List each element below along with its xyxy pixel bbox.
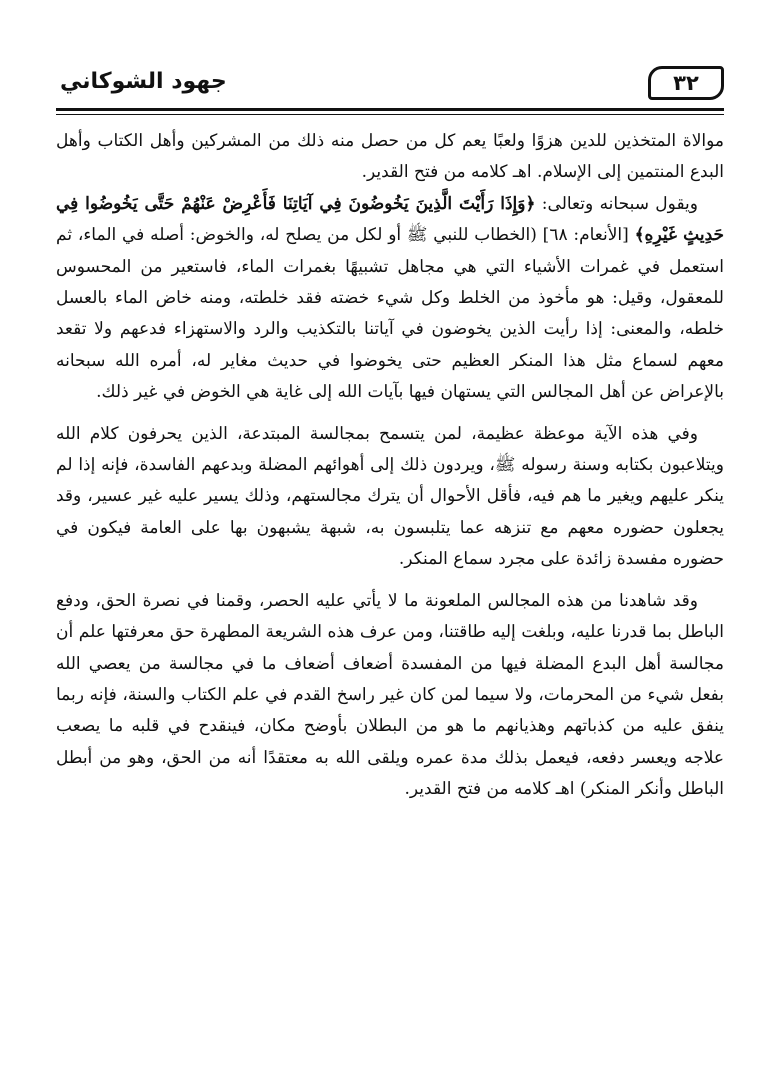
paragraph-2-intro: ويقول سبحانه وتعالى:: [535, 193, 698, 214]
running-title: جهود الشوكاني: [60, 69, 227, 94]
body-text: [56, 126, 724, 806]
page-number: ٣٢: [648, 66, 724, 100]
paragraph-4: وقد شاهدنا من هذه المجالس الملعونة ما لا يأتي عليه الحصر، وقمنا في نصرة الحق، ودفع الباطل بما قدرنا عليه، وبلغت إليه طاقتنا، ومن عرف هذه الشريعة المطهرة حق معرفتها علم أن مجالسة أهل البدع المضلة فيها من المفسدة أضعاف أضعاف ما في مجالسة من يعصي الله بفعل شيء من المحرمات، ولا سيما لمن كان غير راسخ القدم في علم الكتاب والسنة، فإنه ربما ينفق عليه من كذباتهم وهذيانهم ما هو من البطلان بأوضح مكان، فينقدح في قلبه ما يصعب علاجه ويعسر دفعه، فيعمل بذلك مدة عمره ويلقى الله به معتقدًا أنه من الحق، وهو من أبطل الباطل وأنكر المنكر) اهـ كلامه من فتح القدير.: [56, 590, 724, 800]
page-header: [56, 66, 724, 106]
paragraph-3: وفي هذه الآية موعظة عظيمة، لمن يتسمح بمجالسة المبتدعة، الذين يحرفون كلام الله ويتلاعبون بكتابه وسنة رسوله ﷺ، ويردون ذلك إلى أهوائهم المضلة وبدعهم الفاسدة، فإنه إذا لم ينكر عليهم ويغير ما هم فيه، فأقل الأحوال أن يترك مجالستهم، وذلك يسير عليه غير عسير، وقد يجعلون حضوره معهم مع تنزهه عما يتلبسون به، شبهة يشبهون بها على العامة فيكون في حضوره مفسدة زائدة على مجرد سماع المنكر.: [56, 423, 724, 570]
paragraph-2: [56, 189, 724, 409]
header-rule-thin: [56, 114, 724, 115]
quran-verse: ﴿وَإِذَا رَأَيْتَ الَّذِينَ يَخُوضُونَ فِي آيَاتِنَا فَأَعْرِضْ عَنْهُمْ حَتَّى يَخُوضُوا فِي حَدِيثٍ غَيْرِهِ﴾: [56, 193, 725, 246]
header-rule: [56, 108, 724, 111]
paragraph-2-commentary: [الأنعام: ٦٨] (الخطاب للنبي ﷺ أو لكل من يصلح له، والخوض: أصله في الماء، ثم استعمل في غمرات الأشياء التي هي مجاهل تشبيهًا بغمرات الماء، فاستعير من المحسوس للمعقول، وقيل: هو مأخوذ من الخلط وكل شيء خضته فقد خلطته، ومنه خاض الماء بالعسل خلطه، والمعنى: إذا رأيت الذين يخوضون في آياتنا بالتكذيب والرد والاستهزاء فدعهم ولا تقعد معهم لسماع مثل هذا المنكر العظيم حتى يخوضوا في حديث مغاير له، أمره الله سبحانه بالإعراض عن أهل المجالس التي يستهان فيها بآيات الله إلى غاية هي الخوض في غير ذلك.: [56, 225, 724, 403]
paragraph-1: موالاة المتخذين للدين هزوًا ولعبًا يعم كل من حصل منه ذلك من المشركين وأهل الكتاب وأهل البدع المنتمين إلى الإسلام. اهـ كلامه من فتح القدير.: [56, 131, 724, 183]
